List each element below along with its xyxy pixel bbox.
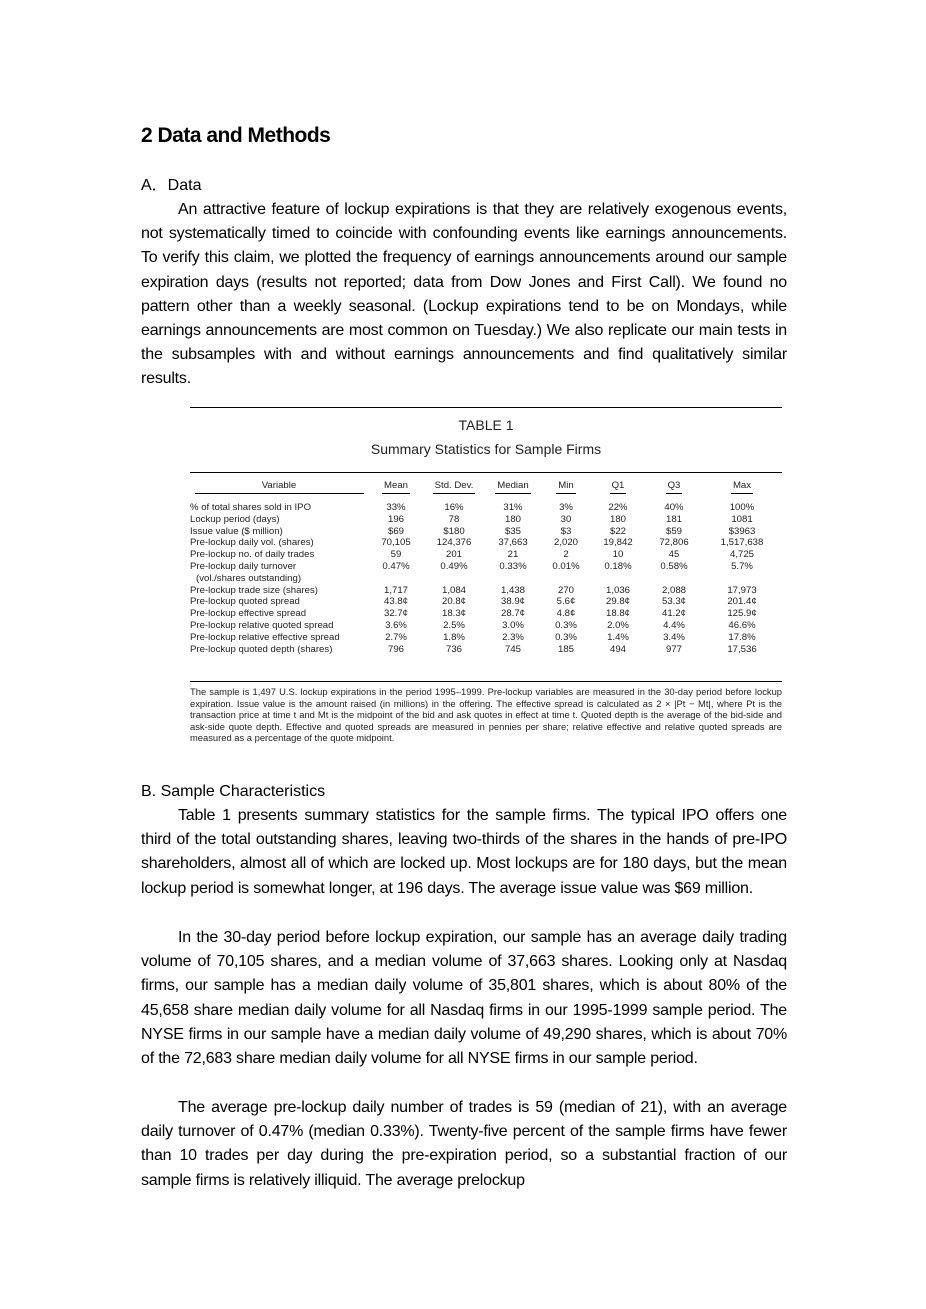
paragraph-data: An attractive feature of lockup expirations is that they are relatively exogenous events, not systematically timed to coincide with confounding events like earnings announcements. To verify this claim, we plotted the frequency of earnings announcements around our sample expiration days (results not reported; data from Dow Jones and First Call). We found no pattern other than a weekly seasonal. (Lockup expirations tend to be on Mondays, while earnings announcements are most common on Tuesday.) We also replicate our main tests in the subsamples with and without earnings announcements and find qualitatively similar results.: [141, 201, 787, 388]
table-cell: [484, 573, 542, 585]
table-cell: $59: [665, 525, 682, 537]
table-cell: 0.49%: [440, 560, 468, 572]
table-cell: 124,376: [436, 537, 472, 549]
table-cell: 5.6¢: [556, 596, 576, 608]
table-cell: 1.4%: [607, 631, 629, 643]
table-row: [190, 549, 782, 561]
table-title: Summary Statistics for Sample Firms: [370, 441, 602, 457]
table-cell: 196: [387, 513, 404, 525]
table-cell: 40%: [664, 502, 684, 513]
table-cell: 72,806: [659, 537, 689, 549]
column-header: Max: [702, 479, 782, 502]
table-cell: 796: [387, 643, 404, 655]
table-cell: 270: [557, 584, 574, 596]
table-cell: 2,088: [661, 584, 686, 596]
table-cell: 46.6%: [728, 619, 756, 631]
table-cell: 2,020: [553, 537, 578, 549]
paragraph-sample-3: The average pre-lockup daily number of trades is 59 (median of 21), with an average daily turnover of 0.47% (median 0.33%). Twenty-five percent of the sample firms have fewer than 10 trades per day during the pre-expiration period, so a substantial fraction of our sample firms is relatively illiquid. The average prelockup: [141, 1099, 787, 1189]
table-row-label: (vol./shares outstanding): [196, 572, 302, 584]
table-cell: [590, 573, 646, 585]
table-cell: $69: [387, 525, 404, 537]
table-label: TABLE 1: [458, 417, 514, 433]
section-title: 2 Data and Methods: [141, 124, 331, 147]
column-header: Q3: [646, 479, 702, 502]
table-cell: $35: [504, 525, 521, 537]
table-cell: 1.8%: [443, 631, 465, 643]
table-cell: 59: [390, 549, 402, 561]
table-cell: 125.9¢: [727, 608, 757, 620]
table-row: [190, 502, 782, 514]
table-cell: 28.7¢: [500, 608, 525, 620]
table-cell: 53.3¢: [661, 596, 686, 608]
table-row-label: Issue value ($ million): [190, 525, 283, 537]
table-cell: 180: [504, 513, 521, 525]
table-row-label: Pre-lockup daily turnover: [190, 560, 297, 572]
table-body: [190, 502, 782, 655]
table-cell: 1,517,638: [720, 537, 764, 549]
table-cell: 31%: [503, 502, 523, 513]
paragraph-sample-1: Table 1 presents summary statistics for the sample firms. The typical IPO offers one third of the total outstanding shares, leaving two-thirds of the shares in the hands of pre-IPO shareholders, almost all of which are locked up. Most lockups are for 180 days, but the mean lockup period is somewhat longer, at 196 days. The average issue value was $69 million.: [141, 807, 787, 897]
subsection-heading-sample: B. Sample Characteristics: [141, 783, 326, 800]
table-cell: 19,842: [603, 537, 633, 549]
table-cell: 201: [445, 549, 462, 561]
table-cell: 181: [665, 513, 682, 525]
table-row-label: Pre-lockup quoted spread: [190, 596, 300, 608]
table-cell: 22%: [608, 502, 628, 513]
table-cell: 977: [665, 643, 682, 655]
table-cell: 43.8¢: [383, 596, 408, 608]
table-header-rule: [190, 472, 782, 473]
table-row-label: Pre-lockup daily vol. (shares): [190, 537, 314, 549]
table-cell: 70,105: [381, 537, 411, 549]
table-cell: 185: [557, 643, 574, 655]
table-cell: 3.4%: [663, 631, 685, 643]
table-notes: The sample is 1,497 U.S. lockup expirations in the period 1995–1999. Pre-lockup variables are measured in the 30-day period before lockup expiration. Issue value is the amount raised (in millions) in the offering. The effective spread is calculated as 2 × |Pt − Mt|, where Pt is the transaction price at time t and Mt is the midpoint of the bid and ask quotes in effect at time t. Quoted depth is the average of the bid-side and ask-side quote depth. Effective and quoted spreads are measured in pennies per share; relative effective and relative quoted spreads are measured as a percentage of the quote midpoint.: [190, 686, 782, 744]
table-cell: 0.47%: [382, 560, 410, 572]
table-cell: 201.4¢: [727, 596, 757, 608]
table-cell: 37,663: [498, 537, 528, 549]
table-row: [190, 573, 782, 585]
table-cell: 4.4%: [663, 619, 685, 631]
table-cell: 1,717: [383, 584, 408, 596]
table-cell: 30: [560, 513, 572, 525]
column-header: Min: [542, 479, 590, 502]
table-cell: 17.8%: [728, 631, 756, 643]
table-cell: 1081: [731, 513, 753, 525]
table-cell: $3: [560, 525, 572, 537]
paragraph-sample-2: In the 30-day period before lockup expiration, our sample has an average daily trading volume of 70,105 shares, and a median volume of 37,663 shares. Looking only at Nasdaq firms, our sample has a median daily volume of 35,801 shares, which is about 80% of the 45,658 share median daily volume for all Nasdaq firms in our 1995-1999 sample period. The NYSE firms in our sample have a median daily volume of 49,290 shares, which is about 70% of the 72,683 share median daily volume for all NYSE firms in our sample period.: [141, 929, 787, 1068]
table-cell: 745: [504, 643, 521, 655]
table-cell: 45: [668, 549, 680, 561]
table-cell: 16%: [444, 502, 464, 513]
table-cell: 2.0%: [607, 619, 629, 631]
table-cell: 100%: [729, 502, 755, 513]
table-cell: 2.3%: [502, 631, 524, 643]
table-cell: 78: [448, 513, 460, 525]
subsection-heading-data: A．Data: [141, 177, 202, 194]
table-cell: 180: [609, 513, 626, 525]
table-cell: 2.5%: [443, 619, 465, 631]
summary-statistics-table: [190, 479, 782, 655]
column-header: Q1: [590, 479, 646, 502]
table-row: [190, 514, 782, 526]
table-cell: 17,536: [727, 643, 757, 655]
table-top-rule: [190, 407, 782, 408]
table-cell: [702, 573, 782, 585]
table-row: [190, 537, 782, 549]
table-row-label: Pre-lockup relative quoted spread: [190, 619, 334, 631]
table-row-label: Pre-lockup relative effective spread: [190, 631, 340, 643]
table-cell: 0.3%: [555, 631, 577, 643]
table-row-label: Pre-lockup quoted depth (shares): [190, 643, 333, 655]
table-row-label: Lockup period (days): [190, 513, 280, 525]
column-header: Std. Dev.: [424, 479, 484, 502]
table-cell: 0.18%: [604, 560, 632, 572]
table-cell: 1,438: [500, 584, 525, 596]
column-header: Mean: [368, 479, 424, 502]
table-cell: 2.7%: [385, 631, 407, 643]
table-cell: $3963: [728, 525, 756, 537]
table-cell: [368, 573, 424, 585]
table-cell: 18.3¢: [441, 608, 466, 620]
column-header: Variable: [190, 479, 368, 502]
table-cell: 736: [445, 643, 462, 655]
table-figure: [190, 405, 782, 763]
table-cell: 21: [507, 549, 519, 561]
table-cell: [646, 573, 702, 585]
table-row-label: Pre-lockup effective spread: [190, 608, 307, 620]
table-row: [190, 632, 782, 644]
table-cell: $180: [443, 525, 465, 537]
table-cell: 17,973: [727, 584, 757, 596]
table-row-label: Pre-lockup trade size (shares): [190, 584, 318, 596]
table-cell: 0.3%: [555, 619, 577, 631]
table-cell: 0.58%: [660, 560, 688, 572]
table-cell: 18.8¢: [605, 608, 630, 620]
table-cell: 0.33%: [499, 560, 527, 572]
table-row: [190, 620, 782, 632]
table-row: [190, 585, 782, 597]
table-cell: 29.8¢: [605, 596, 630, 608]
table-cell: 41.2¢: [661, 608, 686, 620]
table-row: [190, 561, 782, 573]
table-cell: 4,725: [729, 549, 754, 561]
table-cell: 1,084: [441, 584, 466, 596]
table-cell: 3.6%: [385, 619, 407, 631]
column-header: Median: [484, 479, 542, 502]
table-row: [190, 608, 782, 620]
table-cell: 1,036: [605, 584, 630, 596]
table-cell: 3.0%: [502, 619, 524, 631]
table-cell: 32.7¢: [383, 608, 408, 620]
table-cell: 5.7%: [731, 560, 753, 572]
table-cell: [424, 573, 484, 585]
table-cell: 20.8¢: [441, 596, 466, 608]
table-row: [190, 644, 782, 656]
table-cell: 10: [612, 549, 624, 561]
table-row: [190, 526, 782, 538]
table-row-label: % of total shares sold in IPO: [190, 502, 312, 513]
table-cell: 38.9¢: [500, 596, 525, 608]
table-row: [190, 596, 782, 608]
table-notes-rule: [190, 681, 782, 682]
table-cell: [542, 573, 590, 585]
table-row-label: Pre-lockup no. of daily trades: [190, 549, 315, 561]
table-cell: 33%: [386, 502, 406, 513]
table-cell: $22: [609, 525, 626, 537]
table-cell: 2: [563, 549, 569, 561]
table-cell: 4.8¢: [556, 608, 576, 620]
table-cell: 494: [609, 643, 626, 655]
table-cell: 3%: [559, 502, 573, 513]
table-cell: 0.01%: [552, 560, 580, 572]
table-header-row: [190, 479, 782, 502]
